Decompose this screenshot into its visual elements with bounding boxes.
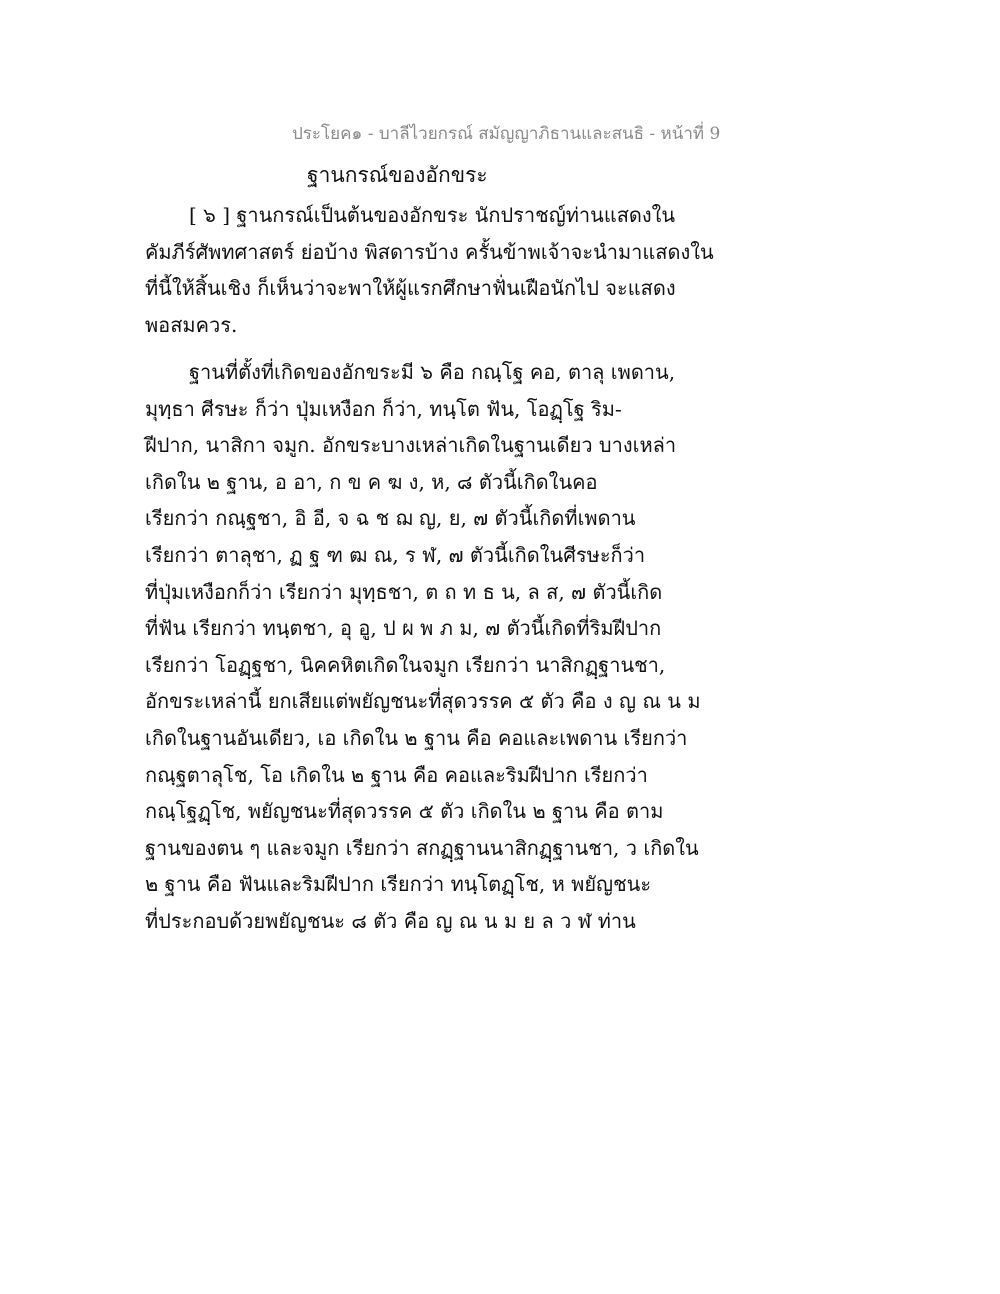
text-line: มุทฺธา ศีรษะ ก็ว่า ปุ่มเหงือก ก็ว่า, ทนฺโต ฟัน, โอฏฺโฐ ริม- <box>145 396 622 421</box>
paragraph-2 <box>145 354 865 940</box>
text-line: [ ๖ ] ฐานกรณ์เป็นต้นของอักขระ นักปราชญ์ท่านแสดงใน <box>189 203 676 227</box>
text-line: เรียกว่า กณฺฐชา, อิ อี, จ ฉ ช ฌ ญ, ย, ๗ ตัวนี้เกิดที่เพดาน <box>145 506 636 531</box>
text-line: ฐานที่ตั้งที่เกิดของอักขระมี ๖ คือ กณฺโฐ คอ, ตาลุ เพดาน, <box>189 360 676 384</box>
text-line: เรียกว่า ตาลุชา, ฏ ฐ ฑ ฒ ณ, ร ฬ, ๗ ตัวนี้เกิดในศีรษะก็ว่า <box>145 542 646 567</box>
paragraph-1 <box>145 197 865 343</box>
text-line: เรียกว่า โอฏฺฐชา, นิคคหิตเกิดในจมูก เรียกว่า นาสิกฏฺฐานชา, <box>145 652 666 677</box>
text-line: กณฺฐตาลุโช, โอ เกิดใน ๒ ฐาน คือ คอและริมฝีปาก เรียกว่า <box>145 762 648 787</box>
text-line: กณฺโฐฏฺโช, พยัญชนะที่สุดวรรค ๕ ตัว เกิดใน ๒ ฐาน คือ ตาม <box>145 799 664 824</box>
text-line: ๒ ฐาน คือ ฟันและริมฝีปาก เรียกว่า ทนฺโตฏฺโช, ห พยัญชนะ <box>145 872 652 897</box>
text-line: ที่ปุ่มเหงือกก็ว่า เรียกว่า มุทฺธชา, ต ถ ท ธ น, ล ส, ๗ ตัวนี้เกิด <box>145 579 663 604</box>
text-line: ที่ประกอบด้วยพยัญชนะ ๘ ตัว คือ ญ ณ น ม ย ล ว ฬ ท่าน <box>145 908 636 933</box>
running-header: ประโยค๑ - บาลีไวยกรณ์ สมัญญาภิธานและสนธิ - หน้าที่ 9 <box>292 124 721 144</box>
text-line: ฝีปาก, นาสิกา จมูก. อักขระบางเหล่าเกิดในฐานเดียว บางเหล่า <box>145 433 677 458</box>
text-line: ฐานของตน ๆ และจมูก เรียกว่า สกฏฺฐานนาสิกฏฺฐานชา, ว เกิดใน <box>145 835 699 860</box>
text-line: ที่นี้ให้สิ้นเชิง ก็เห็นว่าจะพาให้ผู้แรกศึกษาฟั่นเฝือนักไป จะแสดง <box>145 276 676 301</box>
text-line: ที่ฟัน เรียกว่า ทนฺตชา, อุ อู, ป ผ พ ภ ม, ๗ ตัวนี้เกิดที่ริมฝีปาก <box>145 616 662 641</box>
text-line: เกิดใน ๒ ฐาน, อ อา, ก ข ค ฆ ง, ห, ๘ ตัวนี้เกิดในคอ <box>145 469 598 494</box>
text-line: คัมภีร์ศัพทศาสตร์ ย่อบ้าง พิสดารบ้าง ครั้นข้าพเจ้าจะนำมาแสดงใน <box>145 239 714 264</box>
text-line: พอสมควร. <box>145 312 238 337</box>
section-title: ฐานกรณ์ของอักขระ <box>307 163 488 187</box>
text-line: อักขระเหล่านี้ ยกเสียแต่พยัญชนะที่สุดวรรค ๕ ตัว คือ ง ญ ณ น ม <box>145 689 701 714</box>
text-line: เกิดในฐานอันเดียว, เอ เกิดใน ๒ ฐาน คือ คอและเพดาน เรียกว่า <box>145 725 688 750</box>
